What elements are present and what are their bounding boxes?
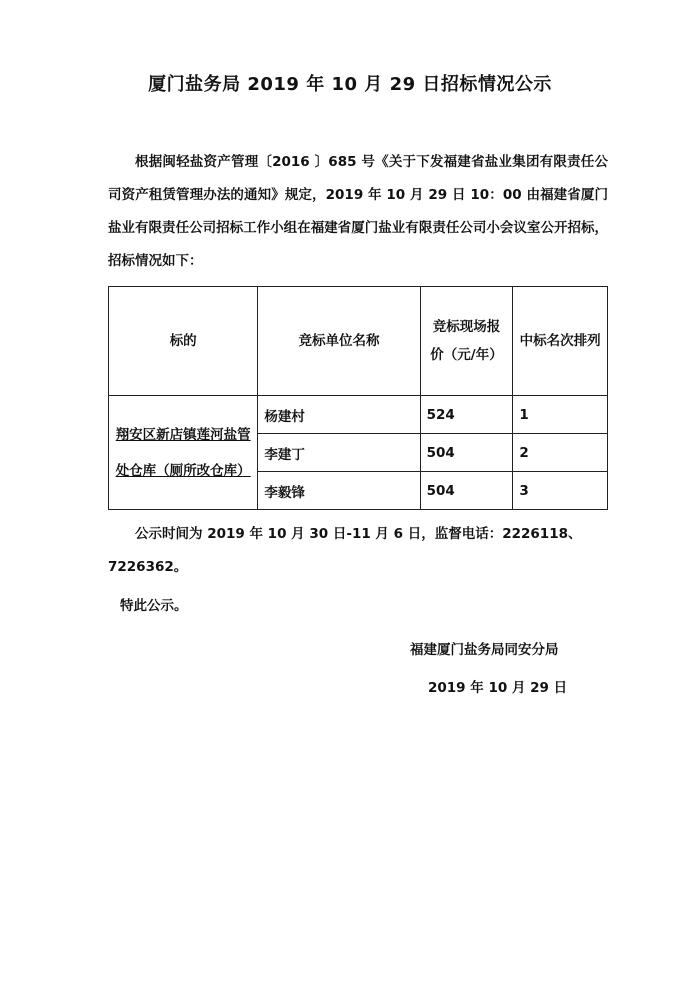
table-header-row <box>109 287 608 396</box>
signature-date: 2019 年 10 月 29 日 <box>428 680 568 696</box>
price-cell: 504 <box>420 472 513 510</box>
table-row <box>109 396 608 434</box>
bidder-cell: 李建丁 <box>258 434 420 472</box>
price-cell: 504 <box>420 434 513 472</box>
bid-subject-cell: 翔安区新店镇莲河盐管处仓库（厕所改仓库） <box>109 396 258 510</box>
rank-cell: 3 <box>513 472 608 510</box>
document-title: 厦门盐务局 2019 年 10 月 29 日招标情况公示 <box>148 74 552 95</box>
header-bidder: 竞标单位名称 <box>258 287 420 396</box>
price-cell: 524 <box>420 396 513 434</box>
closing-text: 特此公示。 <box>120 598 188 614</box>
rank-cell: 2 <box>513 434 608 472</box>
notice-paragraph: 公示时间为 2019 年 10 月 30 日-11 月 6 日，监督电话：2226118、7226362。 <box>108 526 582 575</box>
rank-cell: 1 <box>513 396 608 434</box>
header-subject: 标的 <box>109 287 258 396</box>
bid-results-table <box>108 286 608 510</box>
header-rank: 中标名次排列 <box>513 287 608 396</box>
header-price: 竞标现场报价（元/年） <box>420 287 513 396</box>
bidder-cell: 杨建村 <box>258 396 420 434</box>
intro-paragraph: 根据闽轻盐资产管理〔2016 〕685 号《关于下发福建省盐业集团有限责任公司资产租赁管理办法的通知》规定，2019 年 10 月 29 日 10：00 由福建省厦门盐业有限责任公司招标工作小组在福建省厦门盐业有限责任公司小会议室公开招标，招标情况如下： <box>108 154 608 269</box>
signature-organization: 福建厦门盐务局同安分局 <box>410 642 559 658</box>
bidder-cell: 李毅锋 <box>258 472 420 510</box>
